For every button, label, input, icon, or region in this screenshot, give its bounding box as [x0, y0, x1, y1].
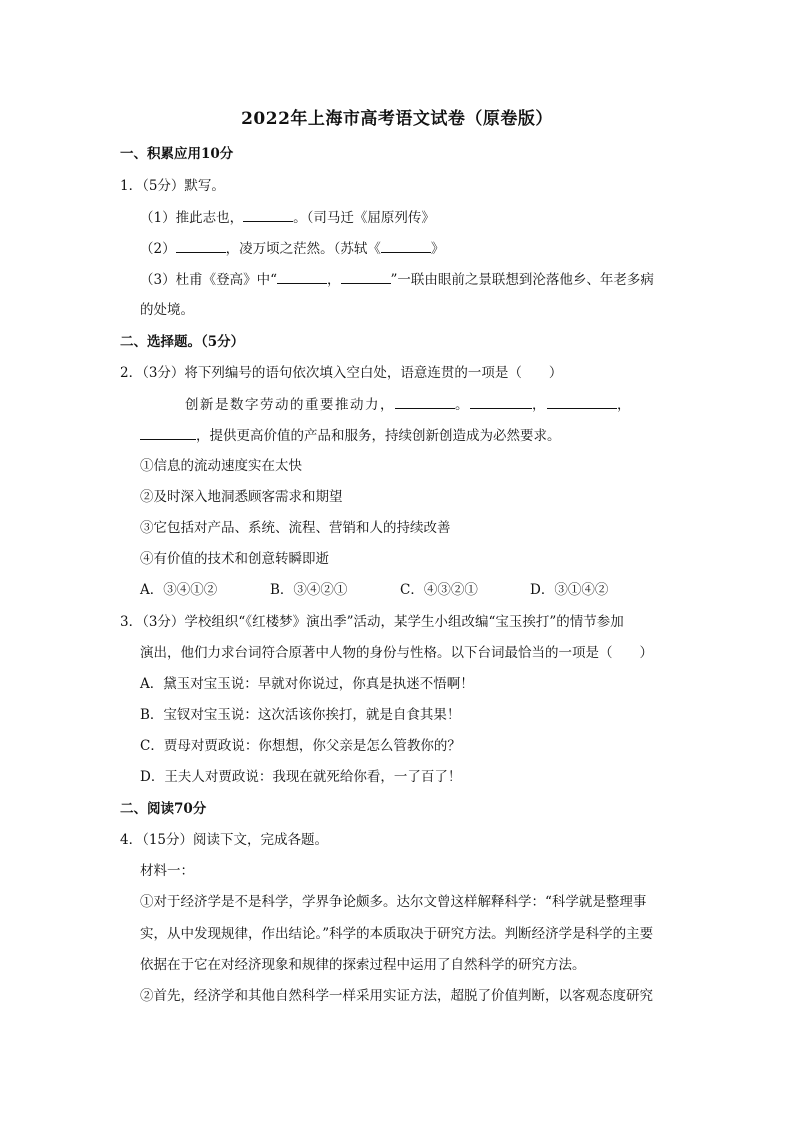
fill-blank[interactable]: [140, 425, 196, 440]
section-heading-1: 一、积累应用10分: [120, 146, 234, 162]
question-1-part-1: [140, 207, 435, 228]
q1-part1-text-a: （1）推此志也，: [140, 210, 244, 226]
question-2-passage-line-2: [140, 425, 561, 446]
question-2-item-4: ④有价值的技术和创意转瞬即逝: [140, 551, 329, 567]
q1-part3-text-c: ”一联由眼前之景联想到沦落他乡、年老多病: [390, 272, 654, 288]
fill-blank[interactable]: [381, 238, 431, 253]
question-4-stem: 4．（15分）阅读下文，完成各题。: [120, 832, 329, 848]
section-heading-3: 二、阅读70分: [120, 801, 207, 817]
section-heading-2: 二、选择题。（5分）: [120, 334, 245, 350]
material-para-1-line-3: 依据在于它在对经济现象和规律的探索过程中运用了自然科学的研究方法。: [140, 957, 586, 973]
q2-passage-text-e: ，提供更高价值的产品和服务，持续创新创造成为必然要求。: [196, 428, 561, 444]
question-1-part-2: [140, 238, 444, 259]
question-3-stem-line-2: 演出，他们力求台词符合原著中人物的身份与性格。以下台词最恰当的一项是（ ）: [140, 645, 653, 661]
page-title: 2022年上海市高考语文试卷（原卷版）: [241, 109, 553, 129]
question-3-option-b[interactable]: B．宝钗对宝玉说：这次活该你挨打，就是自食其果！: [140, 707, 461, 723]
fill-blank[interactable]: [341, 269, 391, 284]
question-2-passage-line-1: [185, 394, 632, 415]
fill-blank[interactable]: [176, 238, 226, 253]
question-2-item-1: ①信息的流动速度实在太快: [140, 458, 302, 474]
q2-passage-text-c: ，: [532, 397, 547, 413]
question-3-stem-line-1: 3．（3分）学校组织“《红楼梦》演出季”活动，某学生小组改编“宝玉挨打”的情节参加: [120, 614, 624, 630]
fill-blank[interactable]: [277, 269, 327, 284]
option-d[interactable]: D．③①④②: [530, 582, 609, 598]
material-para-1-line-1: ①对于经济学是不是科学，学界争论颇多。达尔文曾这样解释科学：“科学就是整理事: [140, 894, 647, 910]
question-2-item-2: ②及时深入地洞悉顾客需求和期望: [140, 489, 343, 505]
material-para-2-line-1: ②首先，经济学和其他自然科学一样采用实证方法，超脱了价值判断，以客观态度研究: [140, 988, 653, 1004]
question-2-stem: 2．（3分）将下列编号的语句依次填入空白处，语意连贯的一项是（ ）: [120, 365, 563, 381]
question-1-stem: 1．（5分）默写。: [120, 178, 225, 194]
fill-blank[interactable]: [395, 394, 455, 409]
option-a[interactable]: A．③④①②: [140, 582, 218, 598]
fill-blank[interactable]: [547, 394, 617, 409]
question-3-option-d[interactable]: D．王夫人对贾政说：我现在就死给你看，一了百了！: [140, 769, 462, 785]
question-2-item-3: ③它包括对产品、系统、流程、营销和人的持续改善: [140, 520, 451, 536]
material-label: 材料一：: [140, 863, 194, 879]
question-2-options: [140, 580, 660, 600]
q1-part2-text-a: （2）: [140, 241, 176, 257]
question-3-option-c[interactable]: C．贾母对贾政说：你想想，你父亲是怎么管教你的？: [140, 738, 461, 754]
q2-passage-text-d: ，: [617, 397, 632, 413]
question-1-part-3-cont: 的处境。: [140, 302, 194, 318]
material-para-1-line-2: 实，从中发现规律，作出结论。”科学的本质取决于研究方法。判断经济学是科学的主要: [140, 926, 654, 942]
q1-part1-text-b: 。（司马迁《屈原列传》: [293, 210, 435, 226]
question-3-option-a[interactable]: A．黛玉对宝玉说：早就对你说过，你真是执迷不悟啊！: [140, 676, 474, 692]
q1-part2-text-c: 》: [430, 241, 445, 257]
q1-part3-text-b: ，: [327, 272, 341, 288]
q2-passage-text-a: 创新是数字劳动的重要推动力，: [185, 397, 395, 413]
option-c[interactable]: C．④③②①: [400, 582, 478, 598]
question-1-part-3: [140, 269, 654, 290]
q2-passage-text-b: 。: [455, 397, 470, 413]
q1-part3-text-a: （3）杜甫《登高》中“: [140, 272, 277, 288]
q1-part2-text-b: ，凌万顷之茫然。（苏轼《: [225, 241, 381, 257]
fill-blank[interactable]: [470, 394, 532, 409]
option-b[interactable]: B．③④②①: [270, 582, 348, 598]
fill-blank[interactable]: [243, 207, 293, 222]
